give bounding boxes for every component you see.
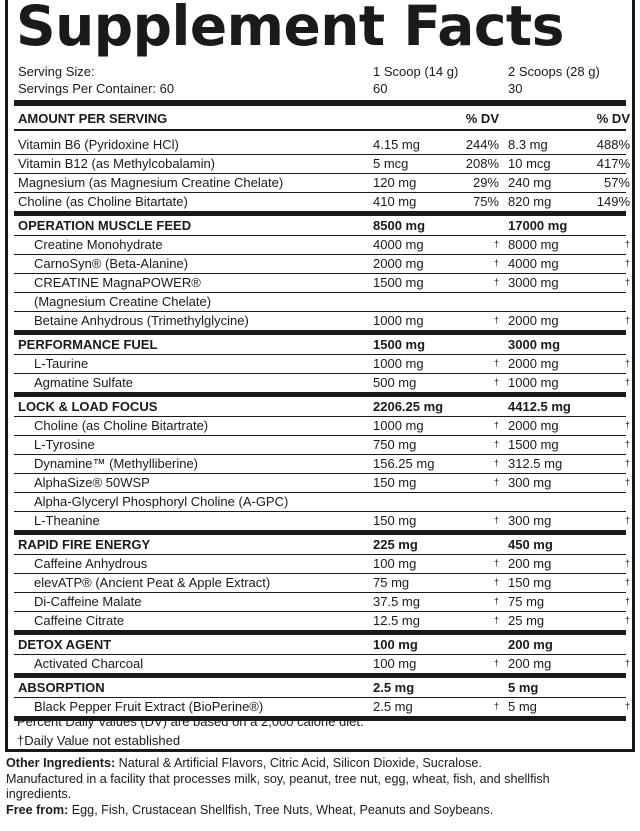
ingredient-name: elevATP® (Ancient Peat & Apple Extract) [34,575,271,590]
ingredient-amount-1: 1500 mg [373,275,424,290]
dagger-mark-2: † [624,596,630,606]
dagger-mark-1: † [493,596,499,606]
dagger-mark-2: † [624,315,630,325]
dv-percent-2: 417% [596,156,630,171]
section-rule [14,392,626,397]
dagger-mark-1: † [493,358,499,368]
ingredient-amount-1: 75 mg [373,575,410,590]
dv-percent-1: 244% [465,137,499,152]
ingredient-name: CarnoSyn® (Beta-Alanine) [34,256,189,271]
amount-1: 120 mg [373,175,417,190]
ingredient-name: Caffeine Anhydrous [34,556,148,571]
dagger-footnote: †Daily Value not established [17,733,181,748]
blend-name: OPERATION MUSCLE FEED [18,218,192,233]
ingredient-amount-1: 2000 mg [373,256,424,271]
dagger-mark-1: † [493,477,499,487]
ingredient-name: Alpha-Glyceryl Phosphoryl Choline (A-GPC) [34,494,289,509]
dv-percent-2: 488% [596,137,630,152]
ingredient-amount-1: 1000 mg [373,356,424,371]
dagger-mark-2: † [624,377,630,387]
dagger-mark-2: † [624,477,630,487]
dagger-mark-1: † [493,439,499,449]
dagger-mark-1: † [493,315,499,325]
ingredient-amount-1: 150 mg [373,475,417,490]
dagger-mark-2: † [624,701,630,711]
blend-name: PERFORMANCE FUEL [18,337,158,352]
blend-amount-2: 4412.5 mg [508,399,571,414]
supplement-facts-panel [5,0,635,752]
ingredient-name: Black Pepper Fruit Extract (BioPerine®) [34,699,264,714]
blend-name: RAPID FIRE ENERGY [18,537,151,552]
ingredient-amount-2: 150 mg [508,575,552,590]
ingredient-name: Creatine Monohydrate [34,237,163,252]
ingredient-name: Dynamine™ (Methylliberine) [34,456,198,471]
dagger-mark-2: † [624,458,630,468]
ingredient-amount-1: 1000 mg [373,418,424,433]
section-rule [14,330,626,335]
dagger-mark-1: † [493,515,499,525]
blend-name: ABSORPTION [18,680,105,695]
servings-per-container-2: 30 [508,81,523,96]
other-ingredients-label: Other Ingredients: [6,756,116,770]
dagger-mark-2: † [624,439,630,449]
blend-name: LOCK & LOAD FOCUS [18,399,158,414]
blend-amount-2: 3000 mg [508,337,561,352]
section-rule [14,211,626,216]
ingredient-amount-2: 200 mg [508,556,552,571]
dagger-mark-1: † [493,558,499,568]
blend-amount-2: 17000 mg [508,218,568,233]
dv-percent-1: 29% [472,175,499,190]
ingredient-amount-2: 5 mg [508,699,537,714]
amount-2: 240 mg [508,175,552,190]
blend-amount-2: 200 mg [508,637,553,652]
ingredient-name: Choline (as Choline Bitartrate) [34,418,209,433]
serving-size-1: 1 Scoop (14 g) [373,64,459,79]
dagger-mark-1: † [493,377,499,387]
ingredient-name: AlphaSize® 50WSP [34,475,150,490]
nutrient-name: Choline (as Choline Bitartate) [18,194,188,209]
dagger-mark-1: † [493,458,499,468]
dagger-mark-2: † [624,558,630,568]
ingredient-amount-1: 4000 mg [373,237,424,252]
servings-per-container-label: Servings Per Container: 60 [18,81,175,96]
ingredient-amount-1: 150 mg [373,513,417,528]
dagger-mark-2: † [624,658,630,668]
blend-amount-1: 2206.25 mg [373,399,444,414]
dagger-mark-2: † [624,420,630,430]
ingredient-amount-2: 1500 mg [508,437,559,452]
ingredient-name: Betaine Anhydrous (Trimethylglycine) [34,313,249,328]
serving-size-label: Serving Size: [18,64,95,79]
section-rule [14,530,626,535]
section-rule [14,673,626,678]
nutrient-name: Magnesium (as Magnesium Creatine Chelate) [18,175,284,190]
dagger-mark-1: † [493,615,499,625]
blend-amount-1: 225 mg [373,537,418,552]
blend-name: DETOX AGENT [18,637,112,652]
blend-amount-1: 2.5 mg [373,680,415,695]
ingredient-name: Di-Caffeine Malate [34,594,142,609]
free-from-label: Free from: [6,802,69,817]
ingredient-amount-2: 25 mg [508,613,545,628]
ingredient-name: (Magnesium Creatine Chelate) [34,294,212,309]
amount-2: 8.3 mg [508,137,548,152]
ingredient-amount-2: 1000 mg [508,375,559,390]
ingredient-amount-2: 3000 mg [508,275,559,290]
ingredient-amount-1: 100 mg [373,656,417,671]
dv-percent-2: 57% [603,175,630,190]
amount-1: 5 mcg [373,156,409,171]
amount-1: 4.15 mg [373,137,420,152]
dagger-mark-1: † [493,277,499,287]
amount-2: 10 mcg [508,156,551,171]
blend-amount-2: 450 mg [508,537,553,552]
blend-amount-1: 100 mg [373,637,418,652]
ingredient-amount-1: 156.25 mg [373,456,435,471]
ingredient-amount-1: 100 mg [373,556,417,571]
ingredient-amount-2: 2000 mg [508,356,559,371]
header-rule [14,129,626,131]
amount-per-serving-label: AMOUNT PER SERVING [18,111,168,126]
servings-per-container-1: 60 [373,81,388,96]
blend-amount-1: 8500 mg [373,218,426,233]
ingredient-amount-1: 1000 mg [373,313,424,328]
dagger-mark-1: † [493,658,499,668]
ingredient-name: L-Theanine [34,513,100,528]
ingredient-amount-2: 4000 mg [508,256,559,271]
dagger-mark-2: † [624,358,630,368]
ingredient-amount-1: 37.5 mg [373,594,420,609]
dv-percent-1: 208% [465,156,499,171]
amount-1: 410 mg [373,194,417,209]
ingredient-amount-2: 312.5 mg [508,456,563,471]
ingredient-name: Agmatine Sulfate [34,375,134,390]
ingredient-amount-2: 300 mg [508,513,552,528]
panel-title: Supplement Facts [16,0,564,58]
other-ingredients [6,756,636,818]
ingredient-amount-1: 12.5 mg [373,613,420,628]
ingredient-amount-2: 300 mg [508,475,552,490]
dv-percent-2: 149% [596,194,630,209]
nutrient-name: Vitamin B12 (as Methylcobalamin) [18,156,216,171]
dv-percent-1: 75% [472,194,499,209]
other-ingredients-text: Natural & Artificial Flavors, Citric Acid, Silicon Dioxide, Sucralose. [118,756,482,770]
section-rule [14,630,626,635]
dagger-mark-2: † [624,615,630,625]
ingredient-amount-1: 2.5 mg [373,699,413,714]
dv-header-1: % DV [465,111,499,126]
amount-2: 820 mg [508,194,552,209]
dagger-mark-2: † [624,577,630,587]
blend-amount-1: 1500 mg [373,337,426,352]
dagger-mark-2: † [624,258,630,268]
ingredient-name: L-Taurine [34,356,89,371]
thick-rule [14,100,626,106]
dagger-mark-2: † [624,515,630,525]
ingredient-amount-2: 2000 mg [508,313,559,328]
dagger-mark-1: † [493,577,499,587]
nutrient-name: Vitamin B6 (Pyridoxine HCl) [18,137,179,152]
dagger-mark-1: † [493,420,499,430]
ingredient-name: Caffeine Citrate [34,613,125,628]
ingredient-amount-2: 8000 mg [508,237,559,252]
ingredient-amount-2: 2000 mg [508,418,559,433]
serving-size-2: 2 Scoops (28 g) [508,64,600,79]
dv-header-2: % DV [596,111,630,126]
dagger-mark-1: † [493,701,499,711]
ingredient-name: L-Tyrosine [34,437,95,452]
ingredient-amount-2: 75 mg [508,594,545,609]
dagger-mark-2: † [624,277,630,287]
ingredient-amount-1: 500 mg [373,375,417,390]
dagger-mark-2: † [624,239,630,249]
facility-text: Manufactured in a facility that processes milk, soy, peanut, tree nut, egg, wheat, fish, and shellfish ingredients. [6,771,550,801]
dagger-mark-1: † [493,239,499,249]
dagger-mark-1: † [493,258,499,268]
ingredient-name: Activated Charcoal [34,656,144,671]
blend-amount-2: 5 mg [508,680,539,695]
dv-footnote: Percent Daily Values (DV) are based on a 2,000 calorie diet. [17,714,364,729]
free-from-text: Egg, Fish, Crustacean Shellfish, Tree Nuts, Wheat, Peanuts and Soybeans. [71,802,494,817]
ingredient-name: CREATINE MagnaPOWER® [34,275,201,290]
ingredient-amount-2: 200 mg [508,656,552,671]
ingredient-amount-1: 750 mg [373,437,417,452]
